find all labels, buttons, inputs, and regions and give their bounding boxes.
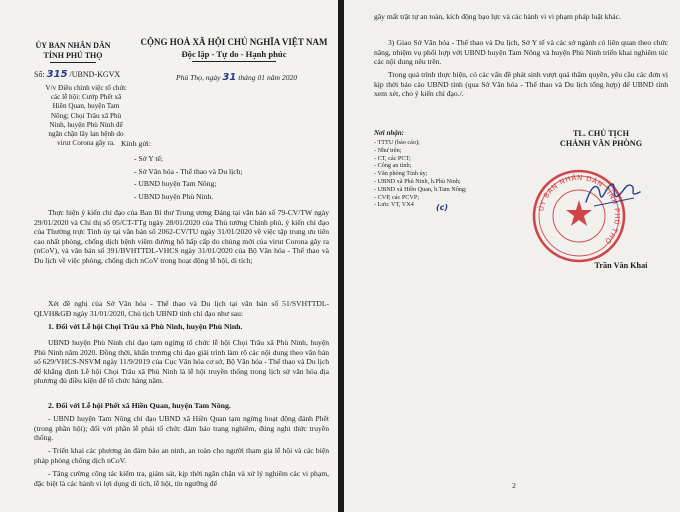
noi-nhan-item: - Văn phòng Tỉnh ủy;	[374, 170, 428, 178]
header-rule-right	[192, 61, 276, 62]
noi-nhan-item: - UBND xã Phù Ninh, h.Phù Ninh;	[374, 177, 461, 185]
subject-line: các lễ hội: Cướp Phết xã	[50, 93, 122, 102]
section-1-title: 1. Đối với Lễ hội Chọi Trâu xã Phù Ninh, huyện Phù Ninh.	[48, 322, 243, 331]
continued-line: gây mất trật tự an toàn, kích động bạo lực và các hành vi vi phạm pháp luật khác.	[374, 12, 621, 21]
recipient-list	[134, 153, 243, 204]
subject-line: virut Corona gây ra.	[57, 139, 115, 148]
subject-line: V/v Điều chỉnh việc tổ chức	[45, 84, 127, 92]
issue-date	[176, 73, 297, 83]
noi-nhan-item: - Lưu: VT, VX4	[374, 201, 414, 209]
kinh-gui-label: Kính gửi:	[121, 139, 151, 148]
province-name: TỈNH PHÚ THỌ	[43, 51, 103, 60]
subject-line: Hiền Quan, huyện Tam	[52, 102, 120, 111]
document-page-2	[344, 0, 680, 512]
sign-title: CHÁNH VĂN PHÒNG	[559, 139, 643, 148]
recipient-item: - UBND huyện Phù Ninh.	[134, 192, 214, 202]
section-2-bullet-3: - Tăng cường công tác kiểm tra, giám sát, kịp thời ngăn chặn và xử lý nghiêm các vi phạm, đặc biệt là các hành vi lợi dụng di tích, lễ hội, tín ngưỡng để	[34, 469, 329, 488]
signer-name: Trần Văn Khai	[594, 261, 648, 270]
nation-title: CỘNG HOÀ XÃ HỘI CHỦ NGHĨA VIỆT NAM	[140, 37, 328, 47]
recipient-item: - Sở Y tế;	[134, 154, 163, 163]
section-2-bullet-2: - Triển khai các phương án đảm bảo an ninh, an toàn cho người tham gia lễ hội và các biện pháp phòng chống dịch nCoV.	[34, 446, 329, 465]
section-2-bullet-1: - UBND huyện Tam Nông chỉ đạo UBND xã Hiền Quan tạm ngừng hoạt động đánh Phết (trong phần hội); đối với phần lễ phải tổ chức đảm bảo trang nghiêm, đúng nghi thức truyền thống.	[34, 414, 329, 443]
doc-number-handwritten: 315	[46, 69, 68, 80]
item-3: 3) Giao Sở Văn hóa - Thể thao và Du lịch, Sở Y tế và các sở ngành có liên quan theo chức năng, nhiệm vụ phối hợp với UBND huyện Tam Nông và huyện Phù Ninh triển khai nghiêm túc các nội dung nêu trên.	[374, 38, 668, 67]
closing-paragraph: Trong quá trình thực hiện, có các vấn đề phát sinh vượt quá thẩm quyền, yêu cầu các đơn vị kịp thời báo cáo UBND tỉnh (qua Sở Văn hóa - Thể thao và Du lịch tổng hợp) để UBND tỉnh xem xét, cho ý kiến chỉ đạo./.	[374, 70, 668, 99]
noi-nhan-item: - Công an tỉnh;	[374, 162, 412, 170]
header-rule-left	[50, 62, 96, 63]
recipient-item: - Sở Văn hóa - Thể thao và Du lịch;	[134, 166, 243, 176]
section-2-title: 2. Đối với Lễ hội Phết xã Hiền Quan, huyện Tam Nông.	[48, 401, 231, 410]
date-suffix: tháng 01 năm 2020	[238, 73, 298, 82]
recipient-item: - UBND huyện Tam Nông;	[134, 179, 217, 189]
doc-number-suffix: /UBND-KGVX	[69, 70, 121, 79]
noi-nhan-item: - Như trên;	[374, 146, 402, 154]
noi-nhan-label: Nơi nhận:	[374, 129, 405, 137]
date-day-handwritten: 31	[222, 72, 237, 83]
luu-handwritten-mark: (c)	[436, 203, 449, 212]
paragraph-proposal: Xét đề nghị của Sở Văn hóa - Thể thao và Du lịch tại văn bản số 51/SVHTTDL-QLVH&GĐ ngày 31/01/2020, Chủ tịch UBND tỉnh chỉ đạo như sau:	[34, 299, 329, 318]
signature-icon	[582, 176, 644, 210]
svg-text:ỦY BAN NHÂN DÂN TỈNH PHÚ THỌ: ỦY BAN NHÂN DÂN TỈNH PHÚ THỌ	[537, 173, 622, 246]
document-page-1	[0, 0, 338, 512]
sign-authority: TL. CHỦ TỊCH	[572, 129, 630, 138]
subject-line: Ninh, huyện Phù Ninh để	[49, 120, 123, 129]
doc-number	[34, 70, 120, 80]
paragraph-basis: Thực hiện ý kiến chỉ đạo của Ban Bí thư Trung ương Đảng tại văn bản số 79-CV/TW ngày 29/01/2020 và Chỉ thị số 05/CT-TTg ngày 28/01/2020 của Thủ tướng Chính phủ, ý kiến chỉ đạo của Thường trực Tỉnh ủy tại văn bản số 2062-CV/TU ngày 31/01/2020 về việc tập trung ưu tiên cao nhất phòng, chống dịch bệnh viêm đường hô hấp cấp do chủng mới của virut Corona gây ra (nCoV), và văn bản số 391/BVHTTDL-VHCS ngày 31/01/2020 của Bộ Văn hóa - Thể thao và Du lịch về việc phòng, chống dịch nCoV trong hoạt động lễ hội, di tích;	[34, 208, 329, 265]
subject-line: ngăn chặn lây lan bệnh do	[48, 130, 124, 139]
noi-nhan-item: - TTTU (báo cáo);	[374, 139, 420, 146]
subject-line: Nông; Chọi Trâu xã Phù	[50, 111, 122, 120]
doc-number-prefix: Số:	[34, 70, 45, 79]
noi-nhan-item: - CT, các PCT;	[374, 154, 411, 162]
noi-nhan-item: - UBND xã Hiền Quan, h.Tam Nông;	[374, 185, 467, 193]
noi-nhan-item: - CVP, các PCVP;	[374, 193, 420, 201]
org-name: ỦY BAN NHÂN DÂN	[35, 41, 111, 50]
date-prefix: Phú Thọ, ngày	[176, 73, 221, 82]
section-1-body: UBND huyện Phù Ninh chỉ đạo tạm ngừng tổ chức lễ hội Chọi Trâu xã Phù Ninh, huyện Phù Ninh năm 2020. Đồng thời, khẩn trương chỉ đạo giải trình làm rõ các nội dung theo văn bản số 629/VHCS-NSVM ngày 11/9/2019 của Cục Văn hóa cơ sở, Bộ Văn hóa - Thể thao và Du lịch để khẳng định Lễ hội Chọi Trâu xã Phù Ninh là lễ hội truyền thống trong lịch sử văn hóa địa phương đủ điều kiện để tổ chức hàng năm.	[34, 338, 329, 386]
noi-nhan-list	[374, 139, 467, 209]
page-number: 2	[512, 481, 516, 490]
national-motto: Độc lập - Tự do - Hạnh phúc	[181, 49, 287, 59]
